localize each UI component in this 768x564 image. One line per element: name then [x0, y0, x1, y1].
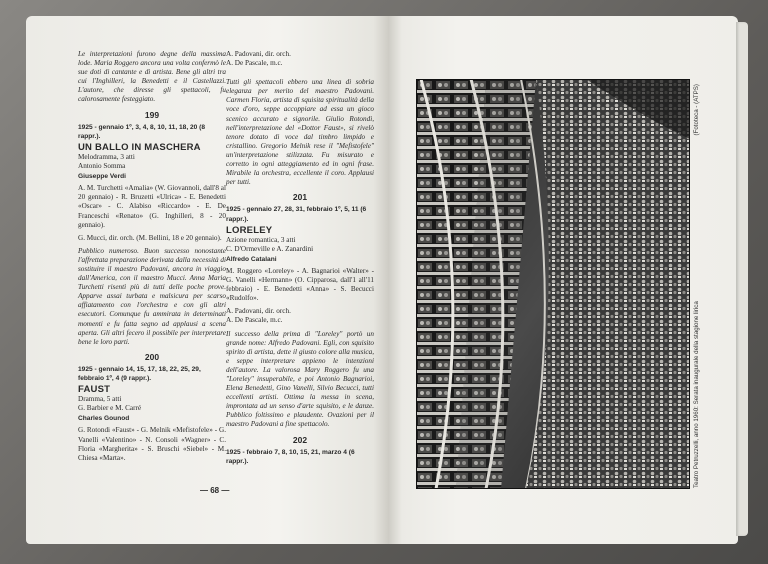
entry-conductor-201: A. Padovani, dir. orch. — [226, 307, 291, 316]
entry-date-200: 1925 - gennaio 14, 15, 17, 18, 22, 25, 29, febbraio 1º, 4 (9 rappr.). — [78, 365, 201, 382]
page-number: — 68 — — [200, 486, 230, 495]
caption-text: Teatro Petruzzelli, anno 1960: Serata inaugurale della stagione lirica — [693, 301, 700, 488]
entry-librettist-200: G. Barbier e M. Carré — [78, 404, 142, 413]
entry-cast-201: M. Roggero «Loreley» - A. Bagnarioi «Walter» - G. Vanelli «Hermann» (O. Cipparosa, dall'1 all'11 febbraio) - E. Benedetti «Anna» - S. Becucci «Rudolfo». — [226, 266, 374, 303]
entry-composer-199: Giuseppe Verdi — [78, 173, 127, 181]
entry-genre-199: Melodramma, 3 atti — [78, 152, 135, 161]
entry-date-199: 1925 - gennaio 1º, 3, 4, 8, 10, 11, 18, 20 (8 rappr.). — [78, 123, 206, 140]
entry-number-200: 200 — [144, 351, 160, 362]
entry-cast-200: G. Rotondi «Faust» - G. Melnik «Mefistofele» - G. Vanelli «Valentino» - N. Consoli «Wagner» - C. Floria «Margherita» - S. Bruschi «Siebel» - M. Chiesa «Marta». — [78, 426, 226, 462]
entry-review-200: Tutti gli spettacoli ebbero una linea di sobria eleganza per merito del maestro Padovani. Carmen Floria, artista di squisita spiritualità della voce d'oro, seppe accoppiare ad essa un gioco scenico accurato e signorile. Giulio Rotondi, nell'interpretazione del «Dottor Faust», si rivelò tenore dotato di voce dal timbro limpido e cristallino. Gregorio Melnik rese il "Mefistofele" un'interpretazione stilizzata. Fu misurato e corretto in ogni atteggiamento ed in ogni frase. Mirabile la orchestra, eccellente il coro. Applausi per tutti. — [226, 78, 374, 187]
right-column — [226, 50, 374, 468]
entry-cast-199: A. M. Turchetti «Amalia» (W. Giovannoli, dall'8 al 20 gennaio) - R. Bruzetti «Ulrica» - E. Benedetti «Oscar» - C. Alabiso «Riccardo» - E. De Franceschi «Renato» (G. Inghilleri, 8 - 20 gennaio). — [78, 184, 226, 229]
entry-title-199: UN BALLO IN MASCHERA — [78, 141, 201, 153]
entry-title-201: LORELEY — [226, 224, 273, 236]
entry-composer-201: Alfredo Catalani — [226, 255, 277, 263]
entry-review-199: Pubblico numeroso. Buon successo nonostante l'affrettata preparazione derivata dalla necessità di sostituire il maestro Padovani, ancora in viaggio dall'America, con il maestro Mucci. Anna Maria Turchetti risentì più di tutti delle poche prove. Apparve assai turbata e malsicura per scarso affiatamento con l'orchestra e con gli altri esecutori. Comunque fu ammirata in determinati momenti e fu fatta segno ad applausi a scena aperta. Gli altri fecero il possibile per interpretare bene le loro parti. — [78, 246, 226, 346]
entry-conductor-199: G. Mucci, dir. orch. (M. Bellini, 18 e 20 gennaio). — [78, 233, 222, 242]
theatre-photo — [416, 79, 690, 489]
entry-date-201: 1925 - gennaio 27, 28, 31, febbraio 1º, 5, 11 (6 rappr.). — [226, 206, 367, 223]
entry-genre-201: Azione romantica, 3 atti — [226, 235, 296, 244]
entry-chorus-201: A. De Pascale, m.c. — [226, 316, 283, 325]
theatre-audience-image — [416, 79, 690, 489]
entry-number-202: 202 — [292, 434, 308, 445]
entry-number-199: 199 — [144, 109, 160, 120]
entry-librettist-201: C. D'Ormeville e A. Zanardini — [226, 244, 314, 253]
entry-title-200: FAUST — [78, 384, 111, 396]
entry-librettist-199: Antonio Somma — [78, 162, 126, 171]
entry-genre-200: Dramma, 5 atti — [78, 395, 122, 404]
entry-number-201: 201 — [292, 192, 308, 203]
caption-credit: (Fototeca - (ATPS) — [693, 84, 700, 136]
left-column — [78, 50, 226, 467]
entry-chorus-200: A. De Pascale, m.c. — [226, 59, 283, 68]
page-edges — [736, 22, 748, 536]
intro-review: Le interpretazioni furono degne della massima lode. Maria Roggero ancora una volta confermò le sue doti di cantante e di artista. Bene gli altri tra cui l'Inghilleri, la Benedetti e il Castellazzi. L'autore, che diresse gli spettacoli, fu calorosamente festeggiato. — [78, 50, 226, 104]
photo-caption — [693, 78, 705, 488]
entry-review-201: Il successo della prima di "Loreley" portò un grande nome: Alfredo Padovani. Egli, con squisito spirito di artista, dette il giusto colore alla musica, e seppe interpretare appieno le intenzioni dell'autore. La valorosa Mary Roggero fu una "Loreley" insuperabile, e poi Antonio Bagnarioi, Elena Benedetti, Gino Vanelli, Silvio Becucci, tutti eccellenti artisti. Ottima la messa in scena, improntata ad un senso d'arte squisito, e le danze. Pubblico foltissimo e plaudente. Ovazioni per il maestro Padovani a fine spettacolo. — [226, 329, 374, 429]
entry-conductor-200: A. Padovani, dir. orch. — [226, 50, 291, 58]
entry-date-202: 1925 - febbraio 7, 8, 10, 15, 21, marzo 4 (6 rappr.). — [226, 448, 355, 465]
entry-composer-200: Charles Gounod — [78, 415, 130, 423]
